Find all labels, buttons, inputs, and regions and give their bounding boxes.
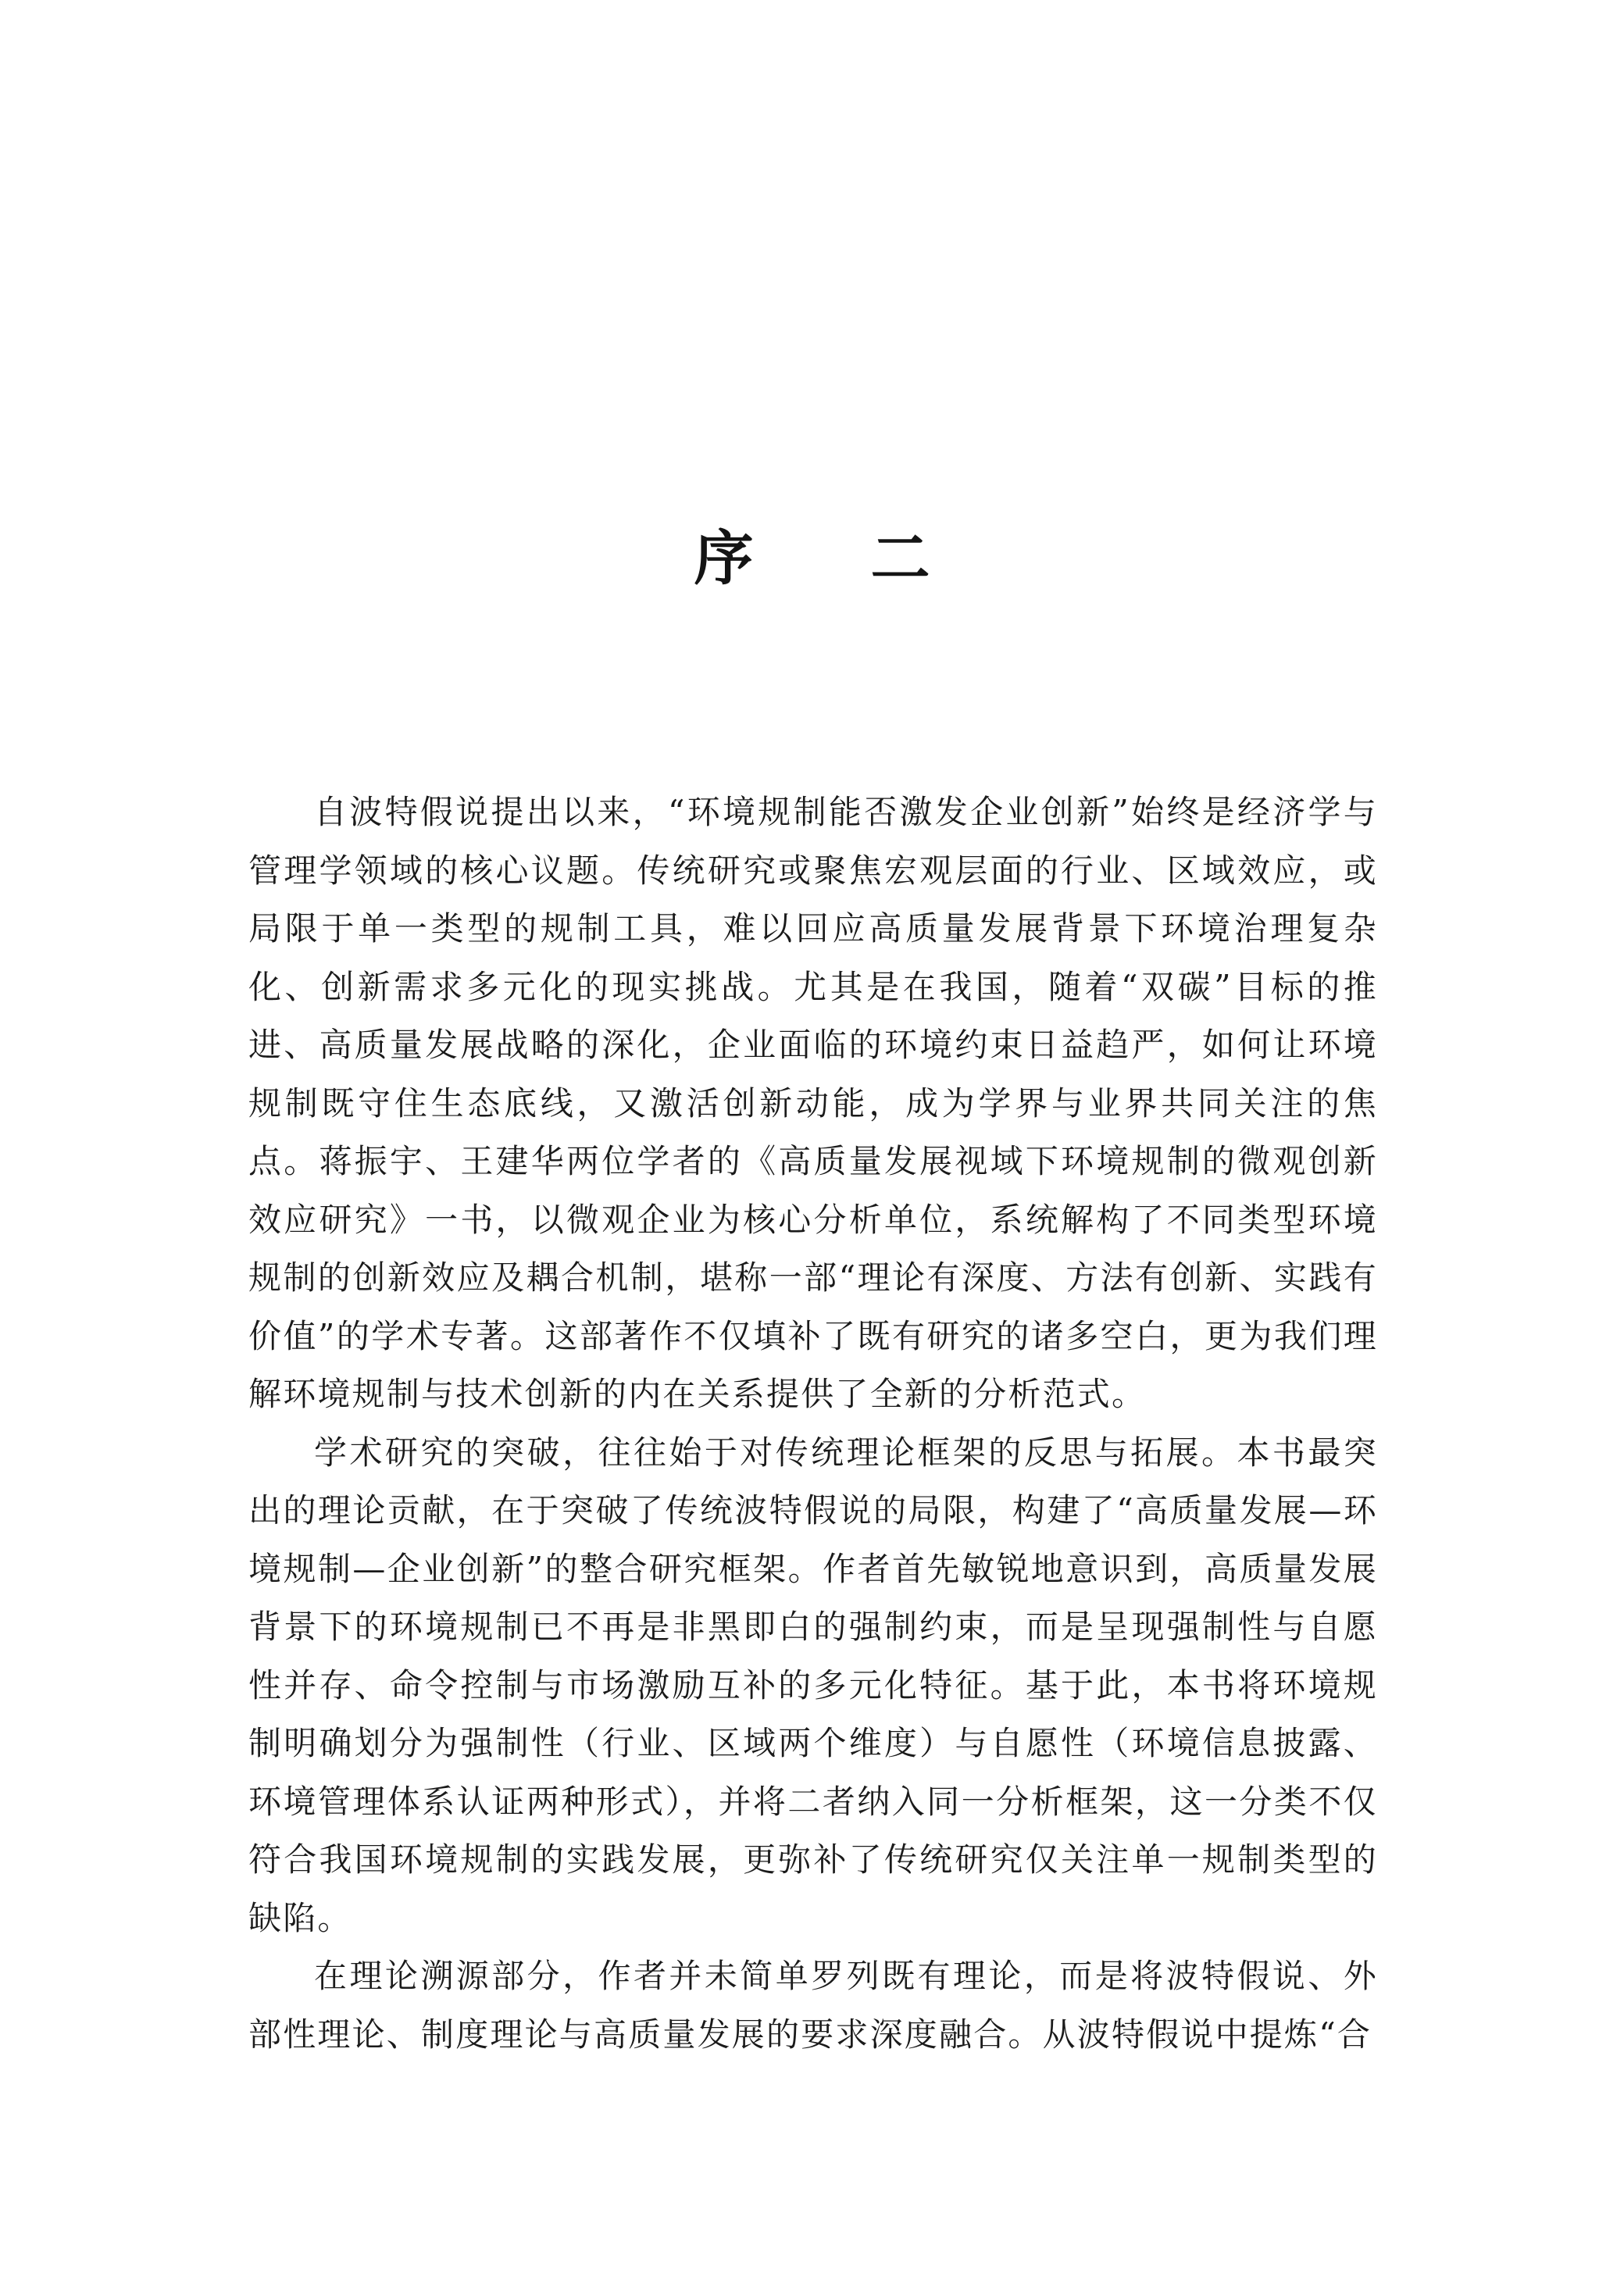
paragraph: 自波特假说提出以来，“环境规制能否激发企业创新”始终是经济学与管理学领域的核心议题。传统研究或聚焦宏观层面的行业、区域效应，或局限于单一类型的规制工具，难以回应高质量发展背景下环境治理复杂化、创新需求多元化的现实挑战。尤其是在我国，随着“双碳”目标的推进、高质量发展战略的深化，企业面临的环境约束日益趋严，如何让环境规制既守住生态底线，又激活创新动能，成为学界与业界共同关注的焦点。蒋振宇、王建华两位学者的《高质量发展视域下环境规制的微观创新效应研究》一书，以微观企业为核心分析单位，系统解构了不同类型环境规制的创新效应及耦合机制，堪称一部“理论有深度、方法有创新、实践有价值”的学术专著。这部著作不仅填补了既有研究的诸多空白，更为我们理解环境规制与技术创新的内在关系提供了全新的分析范式。 bbox=[248, 793, 1378, 1413]
body-text bbox=[248, 783, 1378, 2064]
page-title bbox=[0, 512, 1624, 605]
title-char-left: 序 bbox=[694, 523, 754, 593]
paragraph: 学术研究的突破，往往始于对传统理论框架的反思与拓展。本书最突出的理论贡献，在于突破了传统波特假说的局限，构建了“高质量发展—环境规制—企业创新”的整合研究框架。作者首先敏锐地意识到，高质量发展背景下的环境规制已不再是非黑即白的强制约束，而是呈现强制性与自愿性并存、命令控制与市场激励互补的多元化特征。基于此，本书将环境规制明确划分为强制性（行业、区域两个维度）与自愿性（环境信息披露、环境管理体系认证两种形式），并将二者纳入同一分析框架，这一分类不仅符合我国环境规制的实践发展，更弥补了传统研究仅关注单一规制类型的缺陷。 bbox=[248, 1433, 1378, 1937]
paragraph: 在理论溯源部分，作者并未简单罗列既有理论，而是将波特假说、外部性理论、制度理论与高质量发展的要求深度融合。从波特假说中提炼“合 bbox=[248, 1957, 1378, 2054]
title-char-right: 二 bbox=[870, 523, 930, 593]
